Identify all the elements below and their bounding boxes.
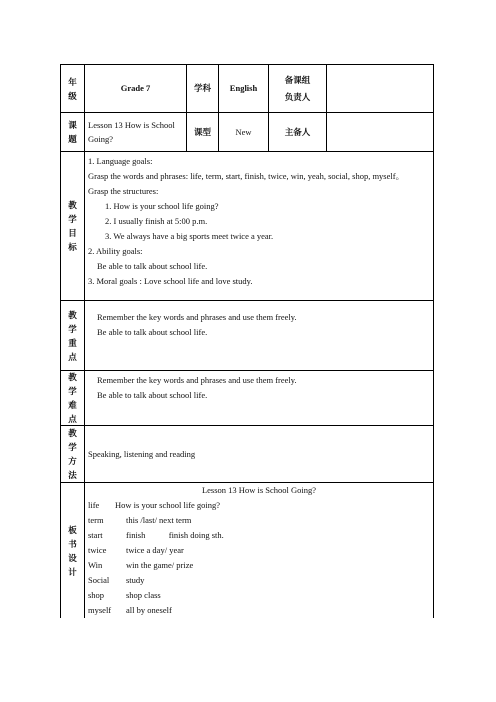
grade-value: Grade 7 — [85, 65, 187, 112]
board-label-cell — [61, 483, 85, 618]
board-term: Social — [88, 575, 110, 585]
header-row — [61, 65, 434, 113]
topic-label-cell — [61, 113, 85, 151]
board-line — [88, 588, 430, 603]
board-term: twice — [88, 545, 107, 555]
group-leader-value — [327, 65, 434, 112]
difficulties-label: 教学难点 — [68, 372, 77, 424]
key-points-label-cell — [61, 301, 85, 370]
board-term: shop — [88, 590, 105, 600]
difficulty-line: Be able to talk about school life. — [97, 390, 208, 400]
difficulty-line: Remember the key words and phrases and use them freely. — [97, 375, 297, 385]
difficulties-content — [85, 371, 434, 425]
subject-value: English — [219, 65, 269, 112]
board-term: myself — [88, 605, 112, 615]
objective-line: 2. I usually finish at 5:00 p.m. — [105, 216, 208, 226]
board-example: finish finish doing sth. — [126, 530, 224, 540]
board-term: term — [88, 515, 104, 525]
board-line — [88, 573, 430, 588]
board-example: study — [126, 575, 145, 585]
board-term: life — [88, 500, 100, 510]
objective-line: 2. Ability goals: — [88, 246, 143, 256]
methods-label-cell — [61, 426, 85, 482]
board-example: this /last/ next term — [126, 515, 192, 525]
board-label: 板书设计 — [68, 524, 77, 577]
board-line — [88, 528, 430, 543]
topic-value: Lesson 13 How is School Going? — [85, 113, 187, 151]
grade-label-cell — [61, 65, 85, 112]
key-points-content — [85, 301, 434, 370]
type-label: 课型 — [187, 113, 219, 151]
board-term: Win — [88, 560, 103, 570]
objective-line: Grasp the words and phrases: life, term, start, finish, twice, win, yeah, social, shop, myself。 — [88, 171, 405, 181]
objective-line: Be able to talk about school life. — [97, 261, 208, 271]
board-example: win the game/ prize — [126, 560, 194, 570]
grade-label: 年级 — [68, 76, 77, 101]
key-points-row — [61, 301, 434, 371]
objectives-label: 教学目标 — [68, 200, 77, 252]
board-example: How is your school life going? — [115, 500, 221, 510]
objectives-row — [61, 152, 434, 301]
methods-content: Speaking, listening and reading — [85, 426, 434, 482]
objective-line: 3. We always have a big sports meet twice a year. — [105, 231, 274, 241]
board-example: shop class — [126, 590, 161, 600]
board-line — [88, 558, 430, 573]
type-value: New — [219, 113, 269, 151]
key-point-line: Be able to talk about school life. — [97, 327, 208, 337]
difficulties-row — [61, 371, 434, 426]
objectives-content — [85, 152, 434, 300]
objective-line: 1. Language goals: — [88, 156, 153, 166]
board-content — [85, 483, 434, 618]
board-example: twice a day/ year — [126, 545, 184, 555]
board-line — [88, 603, 430, 618]
lesson-plan-table — [60, 64, 434, 618]
methods-row — [61, 426, 434, 483]
topic-label: 课题 — [68, 120, 77, 144]
objective-line: 1. How is your school life going? — [105, 201, 219, 211]
subject-label: 学科 — [187, 65, 219, 112]
board-example: all by oneself — [126, 605, 172, 615]
preparer-label: 主备人 — [269, 113, 327, 151]
key-points-label: 教学重点 — [68, 309, 77, 362]
board-title: Lesson 13 How is School Going? — [201, 485, 317, 495]
key-point-line: Remember the key words and phrases and use them freely. — [97, 312, 297, 322]
topic-row — [61, 113, 434, 152]
board-line — [88, 543, 430, 558]
board-design-row — [61, 483, 434, 618]
board-line — [88, 498, 430, 513]
objectives-label-cell — [61, 152, 85, 300]
board-term: start — [88, 530, 103, 540]
objective-line: 3. Moral goals : Love school life and love study. — [88, 276, 253, 286]
objective-line: Grasp the structures: — [88, 186, 159, 196]
methods-label: 教学方法 — [68, 428, 77, 480]
board-line — [88, 513, 430, 528]
preparer-value — [327, 113, 434, 151]
group-leader-label: 备课组负责人 — [269, 65, 327, 112]
difficulties-label-cell — [61, 371, 85, 425]
